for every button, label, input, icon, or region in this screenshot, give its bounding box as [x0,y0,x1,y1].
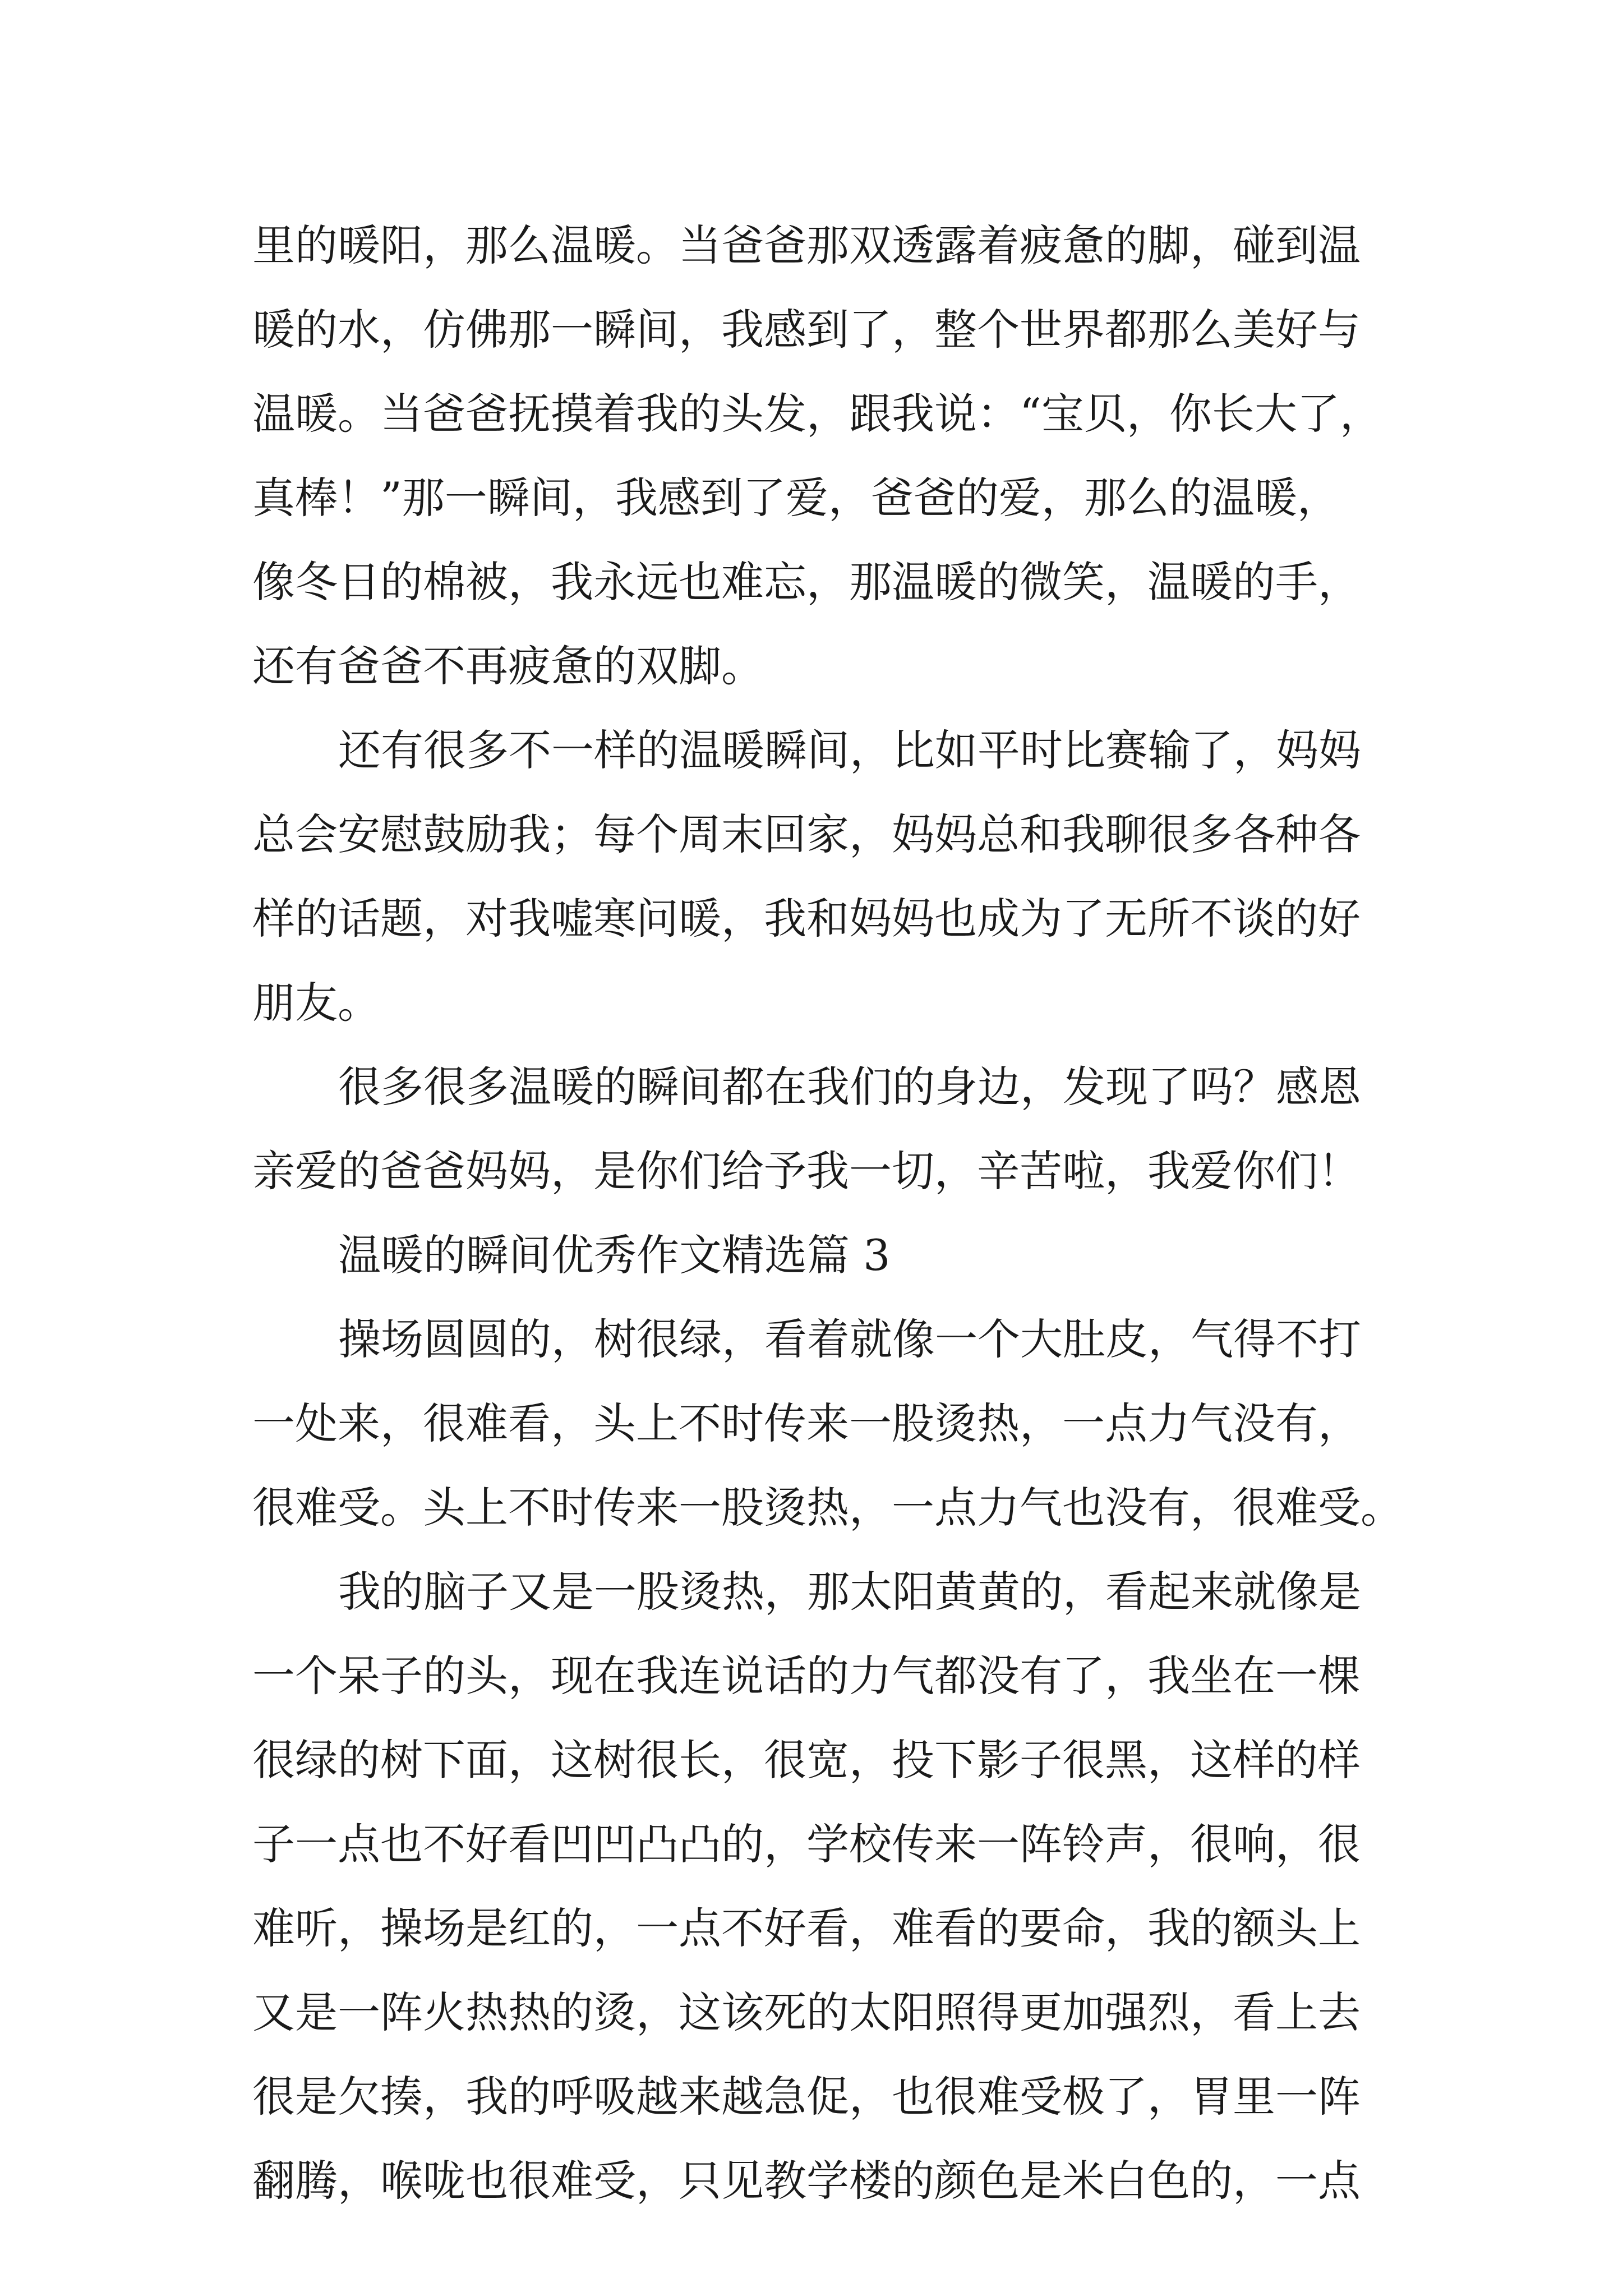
text-line: 真棒！”那一瞬间，我感到了爱，爸爸的爱，那么的温暖， [252,473,1340,523]
text-line: 一处来，很难看，头上不时传来一股烫热，一点力气没有， [252,1398,1361,1448]
text-line: 难听，操场是红的，一点不好看，难看的要命，我的额头上 [252,1903,1361,1953]
section-heading: 温暖的瞬间优秀作文精选篇 3 [338,1230,891,1280]
text-line: 很绿的树下面，这树很长，很宽，投下影子很黑，这样的样 [252,1735,1361,1785]
text-line: 像冬日的棉被，我永远也难忘，那温暖的微笑，温暖的手， [252,557,1361,607]
paragraph-start-line: 我的脑子又是一股烫热，那太阳黄黄的，看起来就像是 [338,1567,1361,1617]
text-line: 样的话题，对我嘘寒问暖，我和妈妈也成为了无所不谈的好 [252,894,1361,944]
text-line: 总会安慰鼓励我；每个周末回家，妈妈总和我聊很多各种各 [252,809,1361,859]
text-line: 暖的水，仿佛那一瞬间，我感到了，整个世界都那么美好与 [252,305,1361,355]
text-line: 里的暖阳，那么温暖。当爸爸那双透露着疲惫的脚，碰到温 [252,220,1361,270]
paragraph-start-line: 很多很多温暖的瞬间都在我们的身边，发现了吗？感恩 [338,1062,1361,1112]
text-line: 很难受。头上不时传来一股烫热，一点力气也没有，很难受。 [252,1483,1403,1533]
text-line: 亲爱的爸爸妈妈，是你们给予我一切，辛苦啦，我爱你们！ [252,1146,1361,1196]
paragraph-start-line: 还有很多不一样的温暖瞬间，比如平时比赛输了，妈妈 [338,725,1361,775]
text-line: 很是欠揍，我的呼吸越来越急促，也很难受极了，胃里一阵 [252,2072,1361,2122]
text-line: 一个呆子的头，现在我连说话的力气都没有了，我坐在一棵 [252,1651,1361,1701]
text-line: 子一点也不好看凹凹凸凸的，学校传来一阵铃声，很响，很 [252,1819,1361,1869]
text-line: 又是一阵火热热的烫，这该死的太阳照得更加强烈，看上去 [252,1987,1361,2037]
text-line: 温暖。当爸爸抚摸着我的头发，跟我说：“宝贝，你长大了， [252,389,1382,439]
text-line: 翻腾，喉咙也很难受，只见教学楼的颜色是米白色的，一点 [252,2156,1361,2206]
text-line: 还有爸爸不再疲惫的双脚。 [252,641,764,691]
paragraph-start-line: 操场圆圆的，树很绿，看着就像一个大肚皮，气得不打 [338,1314,1361,1364]
text-line: 朋友。 [252,978,380,1028]
